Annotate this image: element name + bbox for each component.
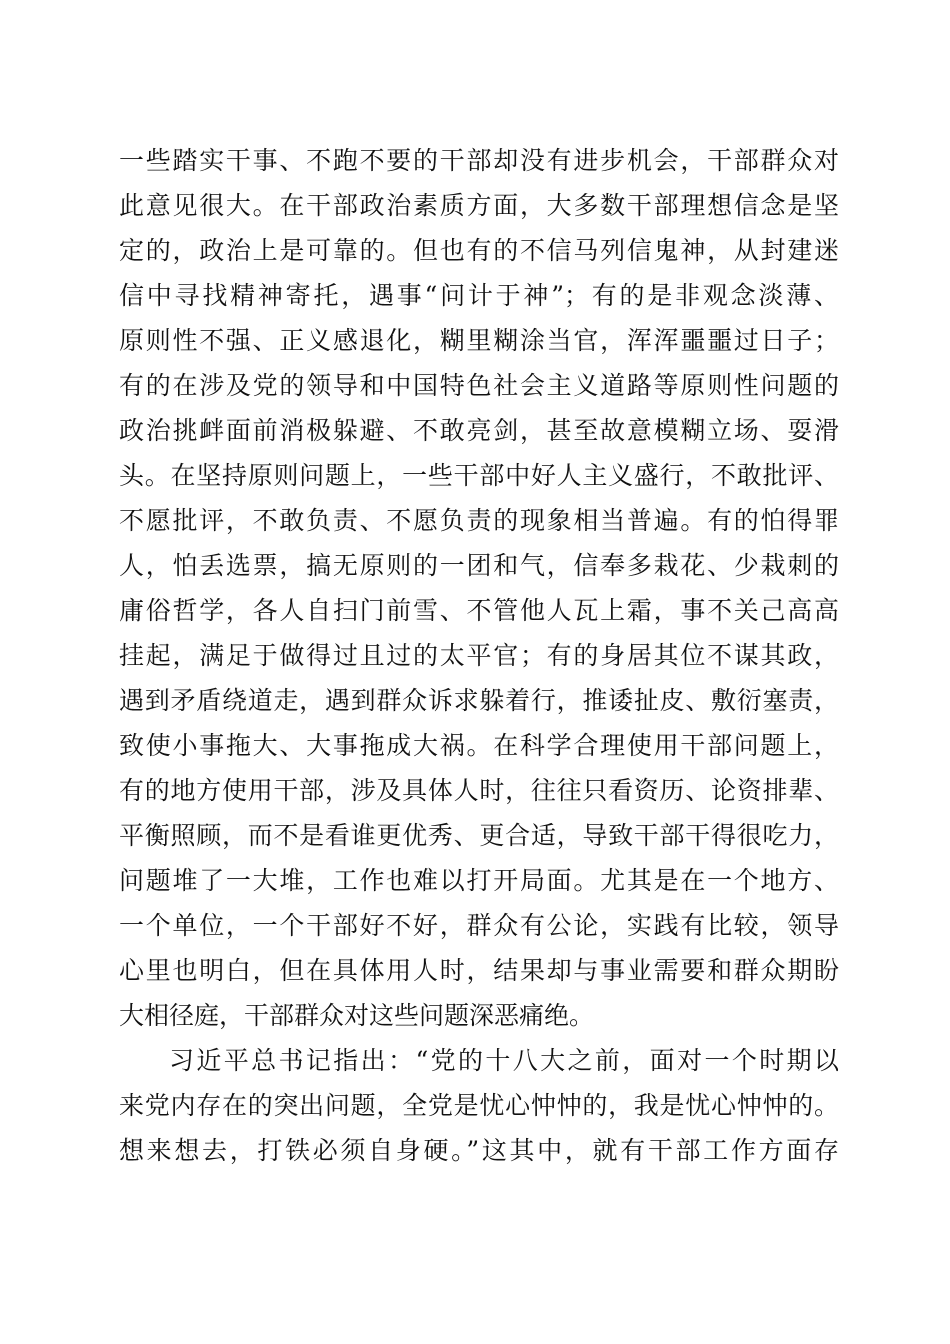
text-line: 此意见很大。在干部政治素质方面，大多数干部理想信念是坚 [119,191,839,220]
text-line: 遇到矛盾绕道走，遇到群众诉求躲着行，推诿扯皮、敷衍塞责， [119,686,839,715]
text-line: 人，怕丢选票，搞无原则的一团和气，信奉多栽花、少栽刺的 [119,551,839,580]
text-line: 信中寻找精神寄托，遇事“问计于神”；有的是非观念淡薄、 [119,281,839,310]
text-line: 心里也明白，但在具体用人时，结果却与事业需要和群众期盼 [119,956,839,985]
text-line: 不愿批评，不敢负责、不愿负责的现象相当普遍。有的怕得罪 [119,506,839,535]
text-line: 庸俗哲学，各人自扫门前雪、不管他人瓦上霜，事不关己高高 [119,596,839,625]
text-line: 致使小事拖大、大事拖成大祸。在科学合理使用干部问题上， [119,731,839,760]
text-line: 一些踏实干事、不跑不要的干部却没有进步机会，干部群众对 [119,146,839,175]
text-line: 头。在坚持原则问题上，一些干部中好人主义盛行，不敢批评、 [119,461,839,490]
text-line: 定的，政治上是可靠的。但也有的不信马列信鬼神，从封建迷 [119,236,839,265]
text-line: 政治挑衅面前消极躲避、不敢亮剑，甚至故意模糊立场、耍滑 [119,416,839,445]
body-text [119,138,839,1173]
text-line: 一个单位，一个干部好不好，群众有公论，实践有比较，领导 [119,911,839,940]
text-line: 平衡照顾，而不是看谁更优秀、更合适，导致干部干得很吃力， [119,821,839,850]
text-line: 有的地方使用干部，涉及具体人时，往往只看资历、论资排辈、 [119,776,839,805]
text-line: 想来想去，打铁必须自身硬。”这其中，就有干部工作方面存 [119,1136,839,1165]
text-line: 大相径庭，干部群众对这些问题深恶痛绝。 [119,1001,595,1030]
text-line: 习近平总书记指出：“党的十八大之前，面对一个时期以 [169,1046,839,1075]
text-line: 问题堆了一大堆，工作也难以打开局面。尤其是在一个地方、 [119,866,839,895]
text-line: 原则性不强、正义感退化，糊里糊涂当官，浑浑噩噩过日子； [119,326,839,355]
text-line: 来党内存在的突出问题，全党是忧心忡忡的，我是忧心忡忡的。 [119,1091,839,1120]
paragraph-2 [119,1038,839,1173]
text-line: 挂起，满足于做得过且过的太平官；有的身居其位不谋其政， [119,641,839,670]
text-line: 有的在涉及党的领导和中国特色社会主义道路等原则性问题的 [119,371,839,400]
paragraph-1 [119,138,839,1038]
